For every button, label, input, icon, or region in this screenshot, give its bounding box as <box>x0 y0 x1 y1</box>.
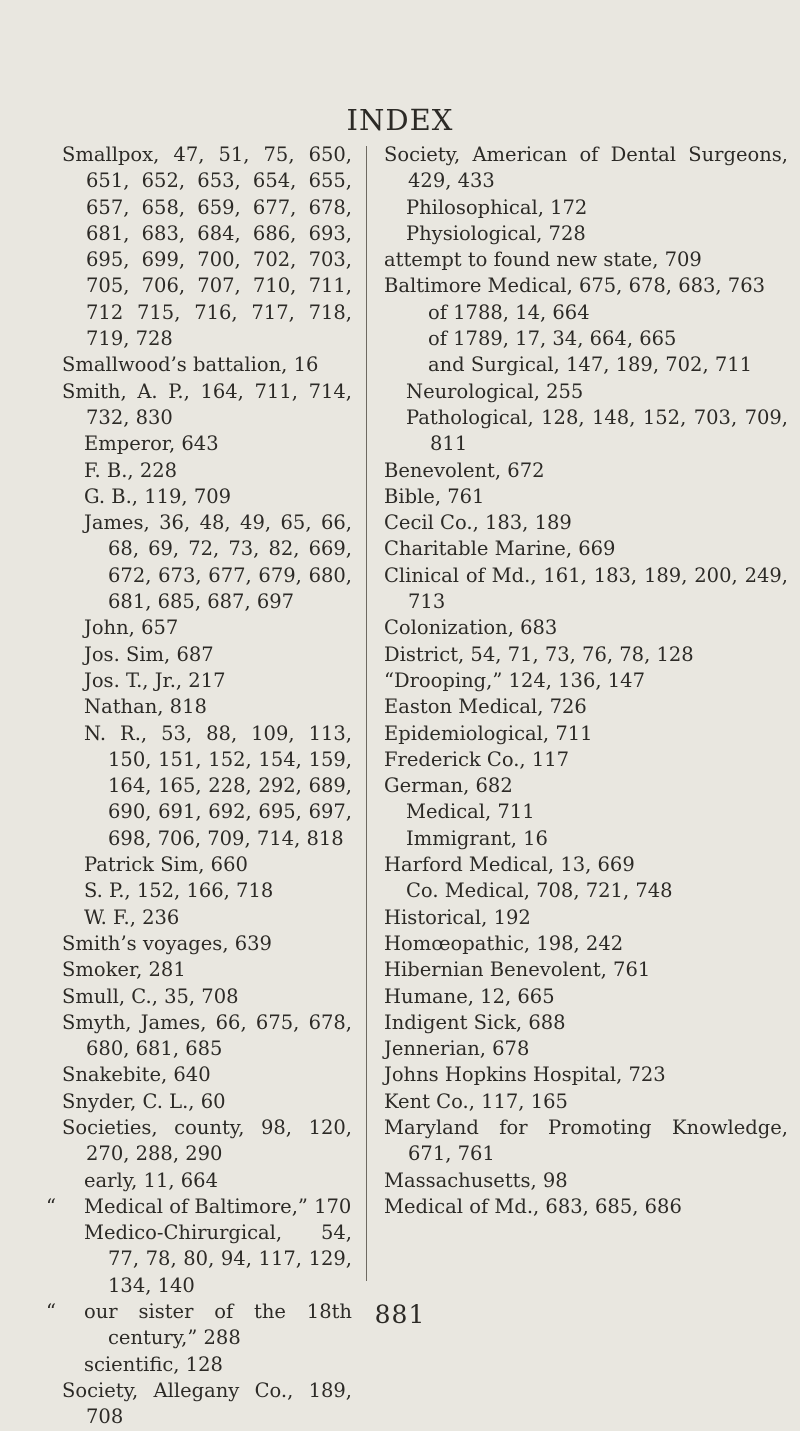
index-entry <box>384 563 788 616</box>
index-entry <box>384 1089 788 1115</box>
index-entry <box>84 694 352 720</box>
index-entry-text: Pathological, 128, 148, 152, 703, 709, 811 <box>406 405 788 456</box>
index-entry-text: Snakebite, 640 <box>62 1063 211 1087</box>
index-entry-text: and Surgical, 147, 189, 702, 711 <box>428 353 753 377</box>
index-entry-text: Massachusetts, 98 <box>384 1168 568 1192</box>
index-entry <box>84 458 352 484</box>
index-entry <box>384 957 788 983</box>
index-entry <box>384 484 788 510</box>
index-entry-text: Societies, county, 98, 120, 270, 288, 290 <box>62 1115 352 1166</box>
index-entry-text: German, 682 <box>384 774 513 798</box>
index-entry-text: Charitable Marine, 669 <box>384 537 616 561</box>
index-entry <box>384 510 788 536</box>
index-entry-text: Smith’s voyages, 639 <box>62 931 272 955</box>
index-entry-text: W. F., 236 <box>84 905 180 929</box>
right-column <box>384 142 788 1220</box>
index-entry-text: attempt to found new state, 709 <box>384 248 702 272</box>
index-entry <box>84 668 352 694</box>
index-entry-text: Co. Medical, 708, 721, 748 <box>406 879 673 903</box>
index-entry <box>62 142 352 352</box>
index-entry-text: Smallwood’s battalion, 16 <box>62 353 319 377</box>
index-entry <box>384 458 788 484</box>
index-entry <box>406 405 788 458</box>
index-entry-text: Smyth, James, 66, 675, 678, 680, 681, 685 <box>62 1010 352 1061</box>
left-column <box>46 142 352 1431</box>
index-entry-text: Medical of Md., 683, 685, 686 <box>384 1194 682 1218</box>
index-entry <box>384 1010 788 1036</box>
index-entry-text: Humane, 12, 665 <box>384 984 555 1008</box>
index-entry <box>384 984 788 1010</box>
index-entry-text: Epidemiological, 711 <box>384 721 593 745</box>
index-entry-text: Colonization, 683 <box>384 616 558 640</box>
index-entry-text: Johns Hopkins Hospital, 723 <box>384 1063 666 1087</box>
index-entry-text: Frederick Co., 117 <box>384 747 570 771</box>
index-entry-text: “Drooping,” 124, 136, 147 <box>384 668 645 692</box>
index-entry <box>384 273 788 299</box>
index-entry-text: Historical, 192 <box>384 905 531 929</box>
index-entry <box>384 931 788 957</box>
index-entry-text: Cecil Co., 183, 189 <box>384 511 572 535</box>
index-entry <box>384 773 788 799</box>
index-entry-text: our sister of the 18th century,” 288 <box>84 1300 352 1350</box>
page-title: INDEX <box>346 103 454 137</box>
index-entry-text: Homœopathic, 198, 242 <box>384 931 624 955</box>
index-entry-text: Baltimore Medical, 675, 678, 683, 763 <box>384 274 766 298</box>
index-entry <box>62 1010 352 1063</box>
index-entry <box>84 905 352 931</box>
index-entry-text: Harford Medical, 13, 669 <box>384 853 635 877</box>
index-entry <box>84 1168 352 1194</box>
index-entry <box>384 905 788 931</box>
index-entry-text: Medical of Baltimore,” 170 <box>84 1194 352 1218</box>
index-entry <box>384 615 788 641</box>
index-entry <box>384 721 788 747</box>
index-entry <box>384 668 788 694</box>
index-entry <box>62 379 352 432</box>
index-entry-text: Society, American of Dental Surgeons, 429, 433 <box>384 143 788 193</box>
index-entry-text: Philosophical, 172 <box>406 195 588 219</box>
index-entry <box>84 615 352 641</box>
index-entry-text: Maryland for Promoting Knowledge, 671, 761 <box>384 1115 788 1166</box>
index-entry-text: Emperor, 643 <box>84 432 219 456</box>
index-entry-text: Society, Allegany Co., 189, 708 <box>62 1378 352 1429</box>
index-entry <box>384 852 788 878</box>
index-entry <box>384 1036 788 1062</box>
index-entry <box>406 878 788 904</box>
index-entry <box>406 379 788 405</box>
index-entry-text: early, 11, 664 <box>84 1168 218 1192</box>
index-entry-text: Smith, A. P., 164, 711, 714, 732, 830 <box>62 379 352 429</box>
index-entry-text: Medical, 711 <box>406 800 535 824</box>
ditto-quote-mark: “ <box>46 1300 56 1324</box>
index-entry-text: Indigent Sick, 688 <box>384 1010 566 1034</box>
index-entry <box>384 1062 788 1088</box>
index-entry <box>384 642 788 668</box>
index-entry <box>428 326 788 352</box>
index-entry <box>84 1352 352 1378</box>
index-entry <box>84 878 352 904</box>
index-entry <box>84 1220 352 1299</box>
index-entry <box>384 536 788 562</box>
index-entry <box>406 826 788 852</box>
index-entry <box>84 510 352 615</box>
index-entry-text: Benevolent, 672 <box>384 458 545 482</box>
index-entry <box>62 1115 352 1168</box>
index-entry-text: Patrick Sim, 660 <box>84 853 248 877</box>
index-entry-text: F. B., 228 <box>84 458 178 482</box>
index-entry <box>84 642 352 668</box>
page-number: 881 <box>374 1300 426 1329</box>
index-entry <box>384 1194 788 1220</box>
index-entry-text: Hibernian Benevolent, 761 <box>384 958 651 982</box>
index-entry <box>406 221 788 247</box>
index-entry-text: District, 54, 71, 73, 76, 78, 128 <box>384 642 694 666</box>
index-entry <box>428 352 788 378</box>
index-entry-text: Smoker, 281 <box>62 958 186 982</box>
index-entry <box>384 1115 788 1168</box>
index-entry-text: Neurological, 255 <box>406 379 584 403</box>
index-entry-text: Easton Medical, 726 <box>384 695 587 719</box>
index-entry <box>84 852 352 878</box>
index-entry-text: N. R., 53, 88, 109, 113, 150, 151, 152, 154, 159, 164, 165, 228, 292, 689, 690, 691, 692, 695, 697, 698, 706, 709, 714, 818 <box>84 721 352 850</box>
index-entry <box>384 747 788 773</box>
index-entry-text: Nathan, 818 <box>84 695 207 719</box>
column-divider <box>366 146 367 1281</box>
index-entry-text: of 1789, 17, 34, 664, 665 <box>428 327 677 351</box>
index-entry-text: Immigrant, 16 <box>406 826 548 850</box>
index-entry <box>62 931 352 957</box>
index-entry <box>62 957 352 983</box>
index-entry-text: G. B., 119, 709 <box>84 484 232 508</box>
index-entry-text: Snyder, C. L., 60 <box>62 1089 226 1113</box>
index-entry-text: Smallpox, 47, 51, 75, 650, 651, 652, 653, 654, 655, 657, 658, 659, 677, 678, 681, 683, 684, 686, 693, 695, 699, 700, 702, 703, 705, 706, 707, 710, 711, 712 715, 716, 717, 718, 719, 728 <box>62 143 352 351</box>
ditto-quote-mark: “ <box>46 1194 56 1218</box>
index-entry-text: Clinical of Md., 161, 183, 189, 200, 249, 713 <box>384 563 788 614</box>
index-entry <box>84 484 352 510</box>
index-entry-text: Bible, 761 <box>384 484 485 508</box>
index-entry <box>384 142 788 195</box>
index-entry <box>84 721 352 852</box>
index-entry-text: John, 657 <box>84 616 179 640</box>
index-entry <box>62 352 352 378</box>
index-entry <box>62 984 352 1010</box>
index-entry-text: Kent Co., 117, 165 <box>384 1089 568 1113</box>
index-entry-text: Jennerian, 678 <box>384 1037 530 1061</box>
index-entry-text: scientific, 128 <box>84 1352 223 1376</box>
index-entry <box>84 431 352 457</box>
index-entry <box>384 247 788 273</box>
index-entry <box>62 1378 352 1431</box>
index-entry <box>406 195 788 221</box>
index-entry-text: Smull, C., 35, 708 <box>62 984 239 1008</box>
index-entry <box>406 799 788 825</box>
index-entry <box>46 1194 352 1220</box>
index-entry-text: Medico-Chirurgical, 54, 77, 78, 80, 94, 117, 129, 134, 140 <box>84 1221 352 1297</box>
index-entry-text: Jos. T., Jr., 217 <box>84 668 226 692</box>
index-entry <box>384 1168 788 1194</box>
index-entry <box>62 1089 352 1115</box>
index-entry-text: James, 36, 48, 49, 65, 66, 68, 69, 72, 73, 82, 669, 672, 673, 677, 679, 680, 681, 685, 687, 697 <box>84 511 352 614</box>
index-entry-text: Jos. Sim, 687 <box>84 642 214 666</box>
index-entry-text: of 1788, 14, 664 <box>428 300 590 324</box>
index-entry-text: S. P., 152, 166, 718 <box>84 879 274 903</box>
index-entry-text: Physiological, 728 <box>406 221 586 245</box>
index-entry <box>428 300 788 326</box>
index-entry <box>62 1062 352 1088</box>
index-entry <box>384 694 788 720</box>
